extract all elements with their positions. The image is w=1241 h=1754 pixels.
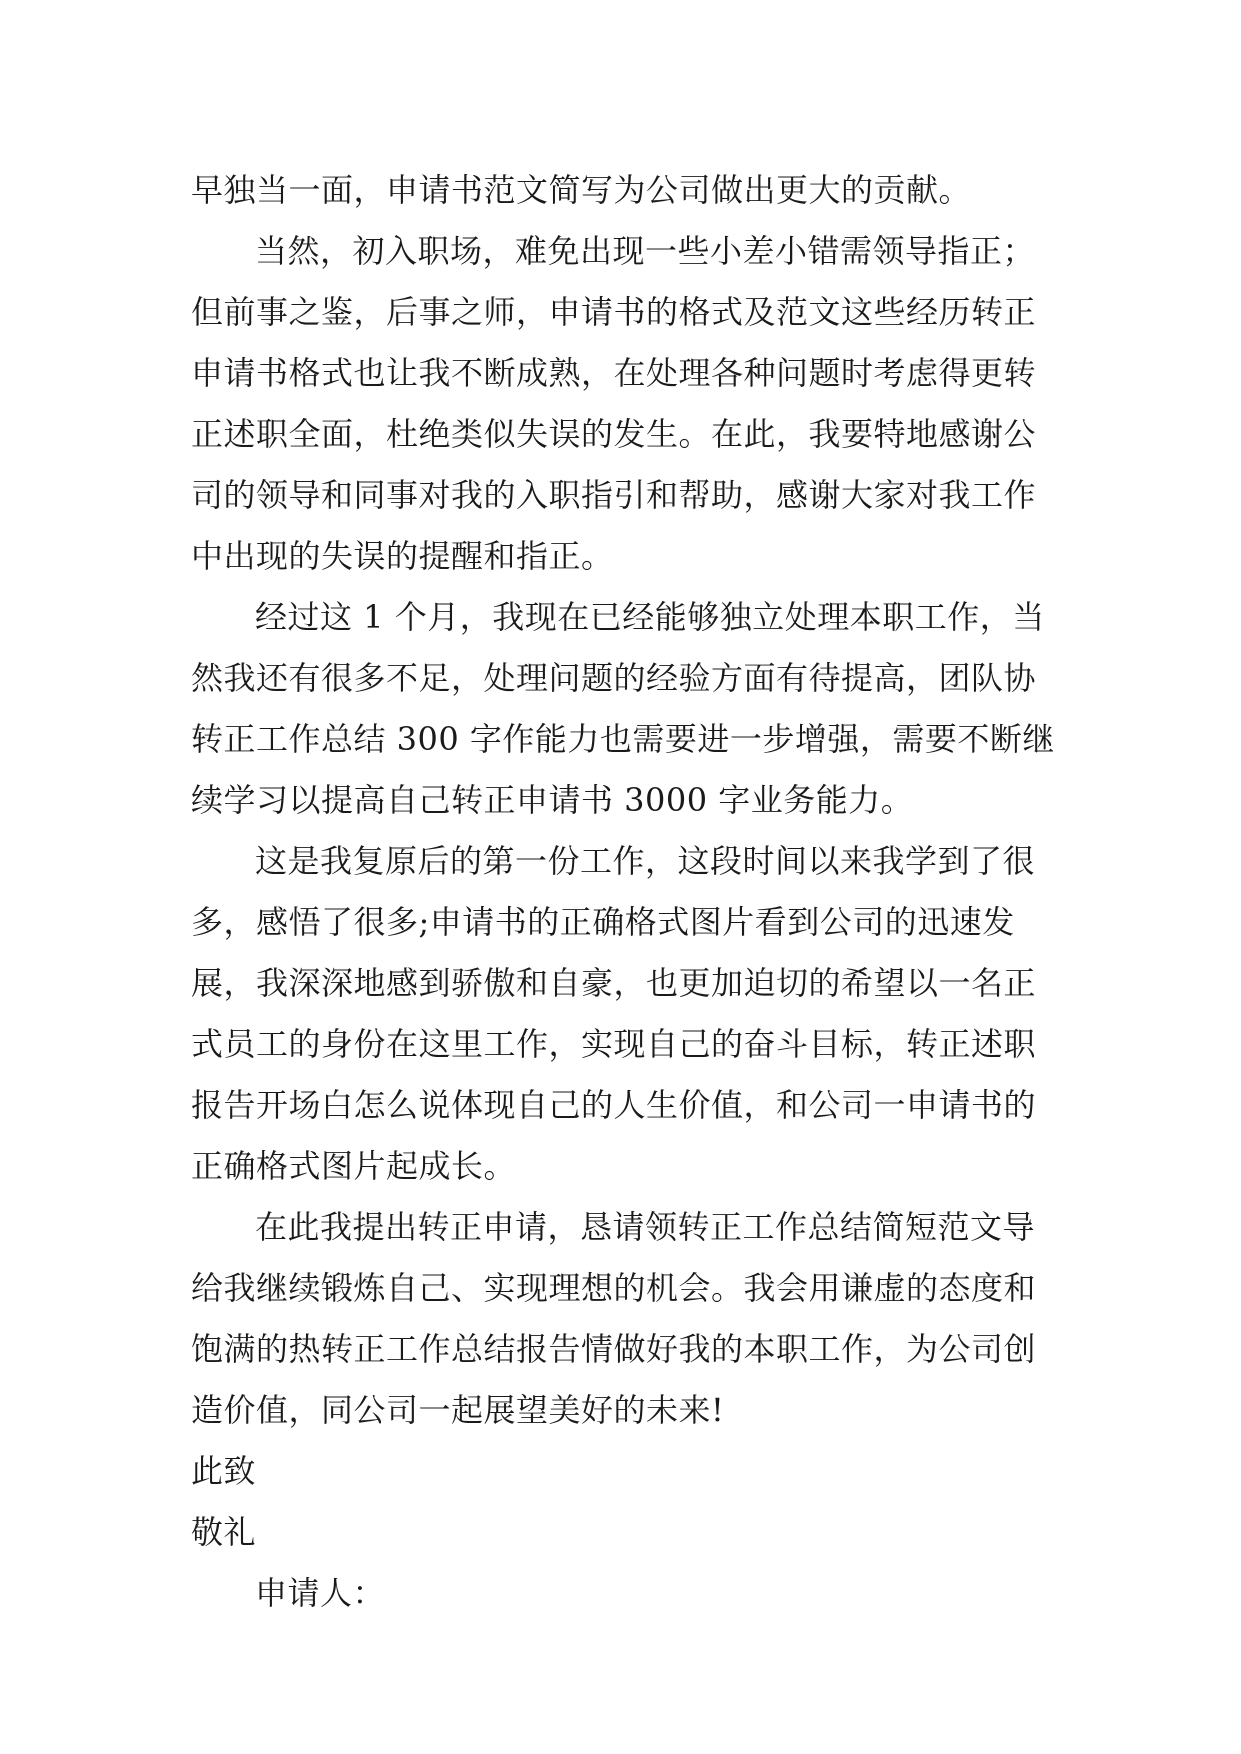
text-line: 续学习以提高自己转正申请书 3000 字业务能力。 [191, 781, 914, 819]
text-line: 申请人： [255, 1574, 386, 1612]
text-line: 经过这 1 个月，我现在已经能够独立处理本职工作，当 [255, 598, 1045, 636]
text-line: 正确格式图片起成长。 [191, 1147, 517, 1185]
text-line: 然我还有很多不足，处理问题的经验方面有待提高，团队协 [191, 659, 1037, 697]
text-line: 司的领导和同事对我的入职指引和帮助，感谢大家对我工作 [191, 476, 1037, 514]
text-line: 报告开场白怎么说体现自己的人生价值，和公司一申请书的 [191, 1086, 1037, 1124]
text-line: 敬礼 [191, 1513, 257, 1551]
text-line: 这是我复原后的第一份工作，这段时间以来我学到了很 [255, 842, 1036, 880]
text-line: 此致 [191, 1452, 257, 1490]
text-line: 展，我深深地感到骄傲和自豪，也更加迫切的希望以一名正 [191, 964, 1037, 1002]
text-line: 但前事之鉴，后事之师，申请书的格式及范文这些经历转正 [191, 293, 1037, 331]
document-body [191, 160, 1055, 1624]
text-line: 在此我提出转正申请，恳请领转正工作总结简短范文导 [255, 1208, 1036, 1246]
text-line: 中出现的失误的提醒和指正。 [191, 537, 614, 575]
text-line: 正述职全面，杜绝类似失误的发生。在此，我要特地感谢公 [191, 415, 1037, 453]
text-line: 式员工的身份在这里工作，实现自己的奋斗目标，转正述职 [191, 1025, 1037, 1063]
text-line: 多，感悟了很多;申请书的正确格式图片看到公司的迅速发 [191, 903, 1015, 941]
text-line: 申请书格式也让我不断成熟，在处理各种问题时考虑得更转 [191, 354, 1037, 392]
text-line: 早独当一面，申请书范文简写为公司做出更大的贡献。 [191, 171, 972, 209]
text-line: 转正工作总结 300 字作能力也需要进一步增强，需要不断继 [191, 720, 1055, 758]
text-line: 饱满的热转正工作总结报告情做好我的本职工作，为公司创 [191, 1330, 1037, 1368]
text-line: 给我继续锻炼自己、实现理想的机会。我会用谦虚的态度和 [191, 1269, 1037, 1307]
text-line: 当然，初入职场，难免出现一些小差小错需领导指正； [255, 232, 1036, 270]
text-line: 造价值，同公司一起展望美好的未来! [191, 1391, 725, 1429]
